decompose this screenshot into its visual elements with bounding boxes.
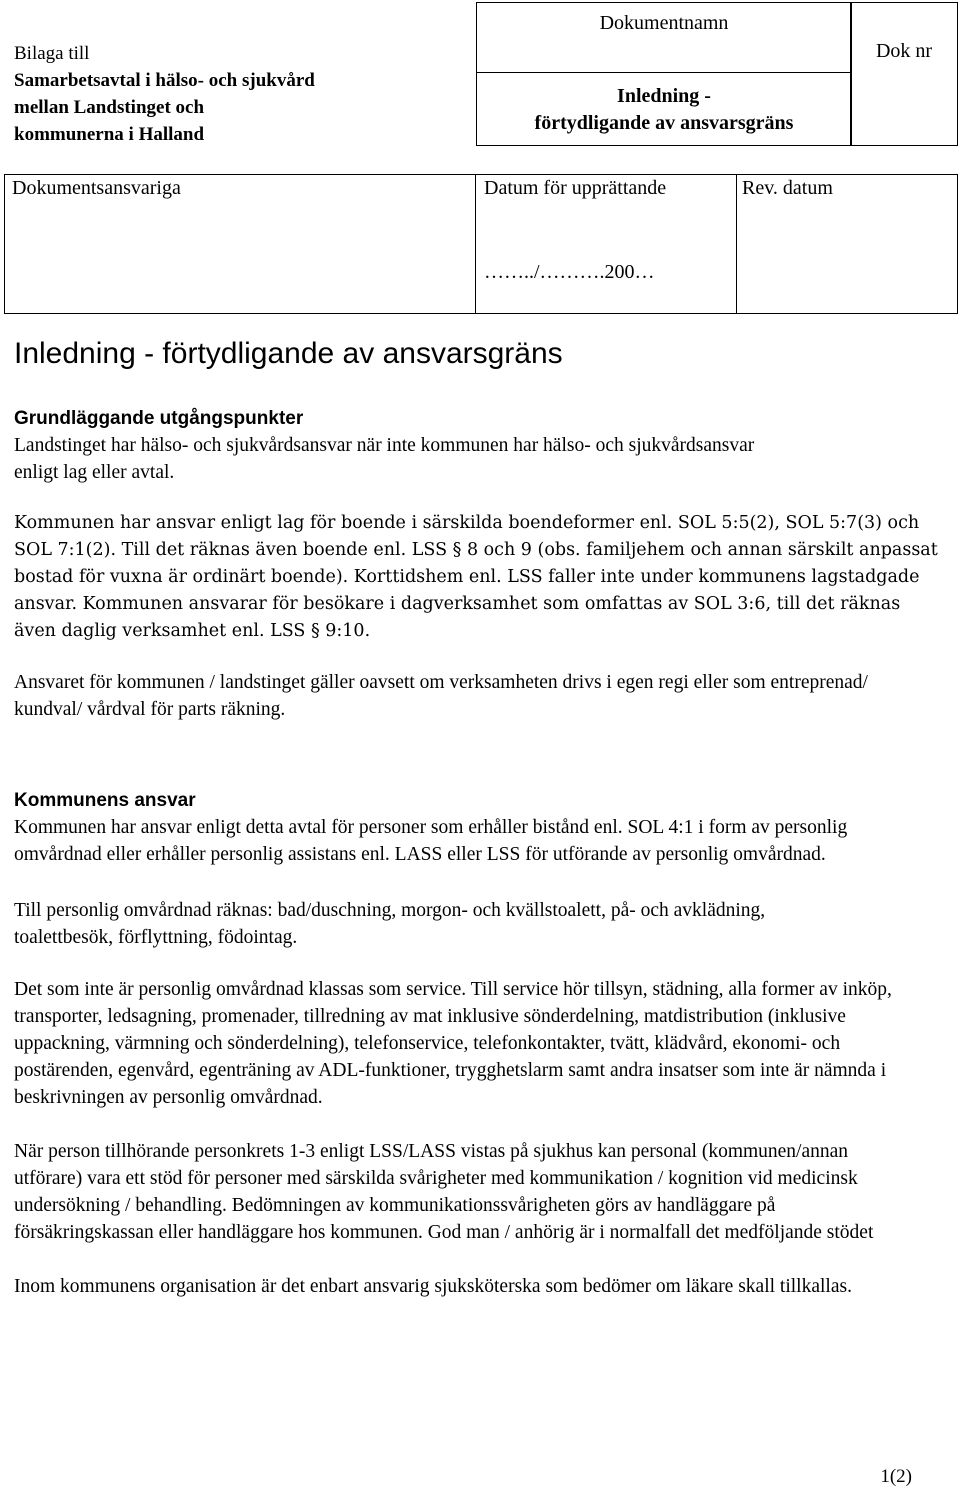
meta-divider-2: [736, 174, 737, 314]
section-basics: [14, 406, 944, 723]
meta-divider-1: [475, 174, 476, 314]
paragraph: Inom kommunens organisation är det enbart ansvarig sjuksköterska som bedömer om läkare skall tillkallas.: [14, 1276, 852, 1297]
paragraph: Kommunen har ansvar enligt lag för boende i särskilda boendeformer enl. SOL 5:5(2), SOL 5:7(3) och SOL 7:1(2). Till det räknas även boende enl. LSS § 8 och 9 (obs. familjehem och annan särskilt anpassat bostad för vuxna är ordinärt boende). Korttidshem enl. LSS faller inte under kommunens lagstadgade ansvar. Kommunen ansvarar för besökare i dagverksamhet som omfattas av SOL 3:6, till det räknas även daglig verksamhet enl. LSS § 9:10.: [14, 513, 938, 641]
date-label: Datum för upprättande: [484, 177, 667, 199]
date-value: ……../……….200…: [484, 261, 655, 283]
paragraph: När person tillhörande personkrets 1-3 enligt LSS/LASS vistas på sjukhus kan personal (kommunen/annan utförare) vara ett stöd för personer med särskilda svårigheter med kommunikation / kognition vid medicinsk undersökning / behandling. Bedömningen av kommunikationssvårigheten görs av handläggare på försäkringskassan eller handläggare hos kommunen. God man / anhörig är i normalfall det medföljande stödet: [14, 1141, 874, 1243]
doc-name-line1: Inledning -: [617, 85, 711, 107]
document-title: Inledning - förtydligande av ansvarsgräns: [14, 337, 563, 370]
rev-label: Rev. datum: [742, 177, 833, 199]
responsible-label: Dokumentsansvariga: [12, 177, 181, 199]
doc-name-line2: förtydligande av ansvarsgräns: [534, 112, 794, 134]
doc-nr-box: [850, 2, 958, 146]
paragraph: Kommunen har ansvar enligt detta avtal för personer som erhåller bistånd enl. SOL 4:1 i form av personlig omvårdnad eller erhåller personlig assistans enl. LASS eller LSS för utförande av personlig omvårdnad.: [14, 817, 848, 865]
paragraph: Ansvaret för kommunen / landstinget gäller oavsett om verksamheten drivs i egen regi eller som entreprenad/ kundval/ vårdval för parts räkning.: [14, 672, 868, 720]
header-left-block: [14, 40, 315, 148]
agreement-title: Samarbetsavtal i hälso- och sjukvård: [14, 70, 315, 91]
attachment-label: Bilaga till: [14, 43, 90, 64]
doc-nr-label: Dok nr: [875, 40, 933, 62]
doc-name-divider: [476, 72, 852, 73]
paragraph: Till personlig omvårdnad räknas: bad/duschning, morgon- och kvällstoalett, på- och avklädning, toalettbesök, förflyttning, födointag.: [14, 900, 766, 948]
doc-name-label: Dokumentnamn: [599, 12, 729, 34]
section-heading-basics: Grundläggande utgångspunkter: [14, 408, 304, 429]
paragraph: Det som inte är personlig omvårdnad klassas som service. Till service hör tillsyn, städning, alla former av inköp, transporter, ledsagning, promenader, tillredning av mat inklusive sönderdelning, matdistribution (inklusive uppackning, värmning och sönderdelning), telefonservice, telefonkontakter, tvätt, klädvård, ekonomi- och postärenden, egenvård, egenträning av ADL-funktioner, trygghetslarm samt andra insatser som inte är nämnda i beskrivningen av personlig omvårdnad.: [14, 979, 892, 1108]
agreement-title-line3: kommunerna i Halland: [14, 124, 205, 145]
page-number: 1(2): [880, 1466, 912, 1487]
section-heading-municipal: Kommunens ansvar: [14, 790, 196, 811]
agreement-title-line2: mellan Landstinget och: [14, 97, 205, 118]
paragraph: Landstinget har hälso- och sjukvårdsansvar när inte kommunen har hälso- och sjukvårdsansvar enligt lag eller avtal.: [14, 435, 755, 483]
section-municipal-responsibility: [14, 788, 944, 1300]
